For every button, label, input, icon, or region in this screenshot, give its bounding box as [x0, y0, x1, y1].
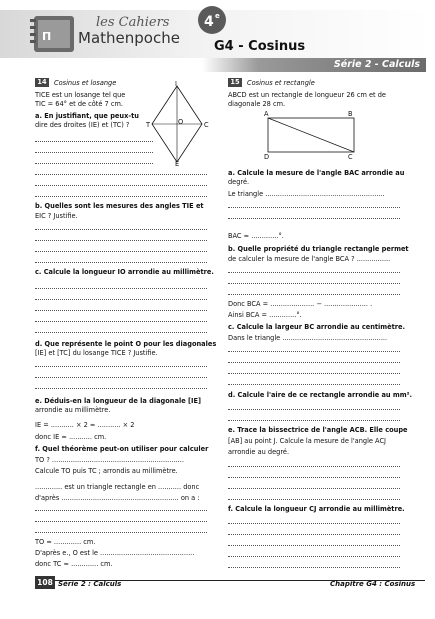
answer-line: [228, 534, 400, 535]
answer-line: [35, 229, 207, 230]
ex15-l1: ABCD est un rectangle de longueur 26 cm et de: [228, 91, 386, 99]
answer-line: [228, 523, 400, 524]
ex15-f1: f. Calcule la longueur CJ arrondie au millimètre.: [228, 505, 405, 513]
ex15-donc-bca: Donc BCA = ..................... − ..................... .: [228, 300, 373, 308]
ex15-e1: e. Trace la bissectrice de l'angle ACB. Elle coupe: [228, 426, 408, 434]
ex14-e1: e. Déduis-en la longueur de la diagonale [IE]: [35, 397, 201, 405]
ex15-b2: de calculer la mesure de l'angle BCA ? ................: [228, 255, 391, 263]
ex14-to: TO ≈ ............. cm.: [35, 538, 96, 546]
ex14-donc-ie: donc IE ≈ ........... cm.: [35, 433, 107, 441]
answer-line: [35, 321, 207, 322]
svg-text:Π: Π: [42, 30, 52, 43]
ex15-a1: a. Calcule la mesure de l'angle BAC arrondie au: [228, 169, 405, 177]
ex14-b2: EIC ? Justifie.: [35, 212, 78, 220]
series-label: Série 2 - Calculs: [333, 59, 420, 70]
ex14-ie-line: IE = ........... × 2 ≈ ........... × 2: [35, 421, 135, 429]
ex15-l2: diagonale 28 cm.: [228, 100, 286, 108]
answer-line: [228, 556, 400, 557]
logo-line2: Mathenpoche: [78, 29, 180, 47]
notebook-logo-icon: [30, 16, 74, 52]
answer-line: [35, 163, 153, 164]
ex14-c: c. Calcule la longueur IO arrondie au millimètre.: [35, 268, 214, 276]
answer-line: [228, 362, 400, 363]
answer-line: [35, 174, 207, 175]
answer-line: [35, 141, 153, 142]
page-number: 108: [35, 576, 55, 589]
point-b-label: B: [348, 110, 353, 118]
answer-line: [35, 388, 207, 389]
ex14-f3: Calcule TO puis TC ; arrondis au millimètre.: [35, 467, 178, 475]
answer-line: [35, 532, 207, 533]
answer-line: [228, 272, 400, 273]
answer-line: [35, 332, 207, 333]
ex15-c1: c. Calcule la largeur BC arrondie au centimètre.: [228, 323, 406, 331]
ex14-donc-tc: donc TC ≈ ............. cm.: [35, 560, 113, 568]
ex15-le-triangle: Le triangle .........................................................: [228, 190, 385, 198]
answer-line: [228, 283, 400, 284]
point-i-label: I: [175, 80, 177, 88]
svg-text:4: 4: [204, 14, 214, 30]
chapter-title: G4 - Cosinus: [214, 39, 306, 54]
answer-line: [228, 488, 400, 489]
ex14-d2: [IE] et [TC] du losange TICE ? Justifie.: [35, 349, 158, 357]
answer-line: [228, 384, 400, 385]
footer-left: Série 2 : Calculs: [58, 580, 122, 588]
ex15-bac: BAC ≈ .............°.: [228, 232, 284, 240]
svg-text:e: e: [215, 12, 220, 20]
answer-line: [35, 510, 207, 511]
ex14-e2: arrondie au millimètre.: [35, 406, 111, 414]
exercise-number-15: 15: [228, 78, 242, 87]
exercise-number-14: 14: [35, 78, 49, 87]
ex14-line4: dire des droites (IE) et (TC) ?: [35, 121, 130, 129]
answer-line: [228, 351, 400, 352]
logo-line1: les Cahiers: [96, 15, 170, 30]
answer-line: [228, 499, 400, 500]
ex15-a2: degré.: [228, 178, 250, 186]
ex15-c2: Dans le triangle ..................................................: [228, 334, 388, 342]
ex14-line1: TICE est un losange tel que: [35, 91, 126, 99]
point-e-label: E: [175, 160, 180, 168]
answer-line: [228, 567, 400, 568]
point-c-label: C: [204, 121, 209, 129]
answer-line: [35, 310, 207, 311]
answer-line: [228, 409, 400, 410]
answer-line: [35, 521, 207, 522]
answer-line: [35, 240, 207, 241]
header: [0, 2, 430, 58]
point-d-label: D: [264, 153, 270, 161]
answer-line: [35, 262, 207, 263]
point-t-label: T: [146, 121, 151, 129]
ex14-dapres: D'après e., O est le .............................................: [35, 549, 195, 557]
ex15-b1: b. Quelle propriété du triangle rectangle permet: [228, 245, 409, 253]
footer-right: Chapitre G4 : Cosinus: [330, 580, 416, 588]
answer-line: [228, 477, 400, 478]
rhombus-figure: [140, 80, 212, 170]
answer-line: [35, 251, 207, 252]
answer-line: [35, 196, 207, 197]
rectangle-figure: [260, 112, 370, 162]
answer-line: [228, 420, 400, 421]
answer-line: [228, 218, 400, 219]
ex14-f5: d'après ........................................................ on a :: [35, 494, 200, 502]
answer-line: [228, 207, 400, 208]
ex14-line2: TIC = 64° et de côté 7 cm.: [35, 100, 123, 108]
ex15-e2: [AB] au point J. Calcule la mesure de l'angle ACJ: [228, 437, 387, 445]
answer-line: [228, 466, 400, 467]
point-c-rect-label: C: [348, 153, 353, 161]
ex14-d1: d. Que représente le point O pour les diagonales: [35, 340, 217, 348]
answer-line: [35, 366, 207, 367]
answer-line: [35, 185, 207, 186]
ex15-e3: arrondie au degré.: [228, 448, 290, 456]
ex15-d1: d. Calcule l'aire de ce rectangle arrondie au mm².: [228, 391, 413, 399]
series-band: [202, 58, 426, 72]
answer-line: [35, 377, 207, 378]
exercise-15-title: Cosinus et rectangle: [247, 79, 315, 87]
ex14-f2: TO ? ...............................................................: [35, 456, 184, 464]
exercise-14-title: Cosinus et losange: [54, 79, 117, 87]
answer-line: [35, 152, 153, 153]
ex14-f4: ............. est un triangle rectangle en ........... donc: [35, 483, 200, 491]
answer-line: [35, 288, 207, 289]
answer-line: [228, 545, 400, 546]
point-a-label: A: [264, 110, 269, 118]
answer-line: [228, 373, 400, 374]
answer-line: [35, 299, 207, 300]
ex14-line3: a. En justifiant, que peux-tu: [35, 112, 139, 120]
point-o-label: O: [178, 118, 184, 126]
answer-line: [228, 294, 400, 295]
ex15-ainsi-bca: Ainsi BCA = .............°.: [228, 311, 302, 319]
ex14-f1: f. Quel théorème peut-on utiliser pour calculer: [35, 445, 209, 453]
ex14-b1: b. Quelles sont les mesures des angles TIE et: [35, 202, 204, 210]
